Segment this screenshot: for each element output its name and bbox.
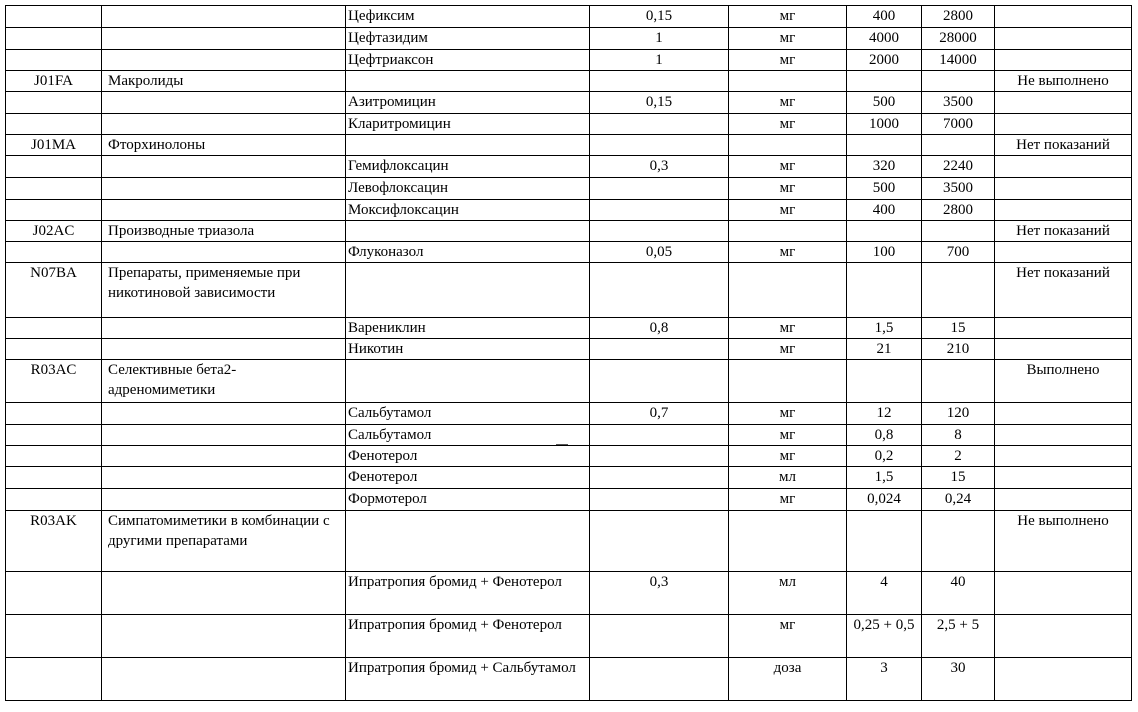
ratio-cell xyxy=(590,446,729,467)
atc-code-cell xyxy=(6,178,102,200)
status-cell xyxy=(995,425,1132,446)
drug-name-cell xyxy=(346,135,590,156)
drug-name-cell xyxy=(346,263,590,318)
drug-group-cell: Симпатомиметики в комбинации с другими препаратами xyxy=(102,511,346,572)
unit-cell: мг xyxy=(729,446,847,467)
ratio-cell xyxy=(590,360,729,403)
total-cell: 700 xyxy=(922,242,995,263)
table-row xyxy=(6,658,1132,701)
drug-group-cell: Макролиды xyxy=(102,71,346,92)
dose-cell xyxy=(847,263,922,318)
unit-cell: мг xyxy=(729,403,847,425)
drug-name-cell: Ипратропия бромид + Сальбутамол xyxy=(346,658,590,701)
total-cell: 40 xyxy=(922,572,995,615)
table-body xyxy=(6,6,1132,701)
unit-cell: мг xyxy=(729,92,847,114)
atc-code-cell xyxy=(6,200,102,221)
drug-group-cell xyxy=(102,425,346,446)
drug-name-cell xyxy=(346,360,590,403)
atc-code-cell xyxy=(6,489,102,511)
total-cell: 30 xyxy=(922,658,995,701)
status-cell xyxy=(995,28,1132,50)
dose-cell: 500 xyxy=(847,92,922,114)
total-cell: 2 xyxy=(922,446,995,467)
total-cell: 7000 xyxy=(922,114,995,135)
total-cell: 2240 xyxy=(922,156,995,178)
unit-cell: мг xyxy=(729,28,847,50)
drug-group-cell: Фторхинолоны xyxy=(102,135,346,156)
ratio-cell: 1 xyxy=(590,50,729,71)
dose-cell: 2000 xyxy=(847,50,922,71)
status-cell xyxy=(995,489,1132,511)
dose-cell: 4 xyxy=(847,572,922,615)
status-cell xyxy=(995,114,1132,135)
drug-group-cell xyxy=(102,467,346,489)
drug-name-cell: Формотерол xyxy=(346,489,590,511)
ratio-cell: 0,15 xyxy=(590,92,729,114)
drug-group-cell xyxy=(102,114,346,135)
unit-cell: мг xyxy=(729,425,847,446)
drug-name-cell: Ипратропия бромид + Фенотерол xyxy=(346,572,590,615)
status-cell xyxy=(995,318,1132,339)
dose-cell: 0,25 + 0,5 xyxy=(847,615,922,658)
total-cell: 8 xyxy=(922,425,995,446)
table-row xyxy=(6,28,1132,50)
total-cell: 0,24 xyxy=(922,489,995,511)
atc-code-cell: J01FA xyxy=(6,71,102,92)
drug-group-cell xyxy=(102,50,346,71)
drug-name-cell: Левофлоксацин xyxy=(346,178,590,200)
ratio-cell: 0,8 xyxy=(590,318,729,339)
stray-dash-mark xyxy=(556,444,568,445)
status-cell xyxy=(995,92,1132,114)
ratio-cell xyxy=(590,489,729,511)
unit-cell: мг xyxy=(729,318,847,339)
total-cell: 15 xyxy=(922,318,995,339)
drug-name-cell: Сальбутамол xyxy=(346,403,590,425)
atc-code-cell xyxy=(6,6,102,28)
status-cell xyxy=(995,615,1132,658)
total-cell: 3500 xyxy=(922,92,995,114)
dose-cell xyxy=(847,71,922,92)
status-cell: Не выполнено xyxy=(995,511,1132,572)
atc-code-cell xyxy=(6,242,102,263)
drug-group-cell xyxy=(102,200,346,221)
status-cell xyxy=(995,6,1132,28)
drug-group-cell xyxy=(102,318,346,339)
total-cell: 210 xyxy=(922,339,995,360)
unit-cell: мг xyxy=(729,339,847,360)
atc-code-cell: R03AC xyxy=(6,360,102,403)
status-cell xyxy=(995,572,1132,615)
drug-group-cell xyxy=(102,446,346,467)
atc-code-cell xyxy=(6,339,102,360)
drug-name-cell: Моксифлоксацин xyxy=(346,200,590,221)
ratio-cell xyxy=(590,71,729,92)
unit-cell: мг xyxy=(729,178,847,200)
table-row xyxy=(6,467,1132,489)
drug-name-cell: Цефиксим xyxy=(346,6,590,28)
atc-code-cell xyxy=(6,114,102,135)
total-cell: 3500 xyxy=(922,178,995,200)
drug-group-cell: Препараты, применяемые при никотиновой зависимости xyxy=(102,263,346,318)
atc-code-cell xyxy=(6,28,102,50)
dose-cell xyxy=(847,221,922,242)
status-cell: Не выполнено xyxy=(995,71,1132,92)
table-row xyxy=(6,425,1132,446)
drug-group-cell xyxy=(102,615,346,658)
dose-cell xyxy=(847,511,922,572)
dose-cell: 0,2 xyxy=(847,446,922,467)
drug-group-cell xyxy=(102,28,346,50)
unit-cell: мг xyxy=(729,615,847,658)
drug-group-cell xyxy=(102,6,346,28)
total-cell xyxy=(922,221,995,242)
ratio-cell: 0,3 xyxy=(590,572,729,615)
table-row xyxy=(6,572,1132,615)
ratio-cell: 1 xyxy=(590,28,729,50)
status-cell xyxy=(995,467,1132,489)
table-row xyxy=(6,135,1132,156)
ratio-cell xyxy=(590,615,729,658)
total-cell: 120 xyxy=(922,403,995,425)
ratio-cell xyxy=(590,511,729,572)
ratio-cell: 0,7 xyxy=(590,403,729,425)
atc-code-cell xyxy=(6,446,102,467)
drug-name-cell xyxy=(346,511,590,572)
ratio-cell xyxy=(590,467,729,489)
drug-name-cell: Фенотерол xyxy=(346,446,590,467)
drug-group-cell xyxy=(102,92,346,114)
status-cell xyxy=(995,658,1132,701)
dose-cell: 1,5 xyxy=(847,467,922,489)
drug-name-cell: Гемифлоксацин xyxy=(346,156,590,178)
drug-name-cell: Флуконазол xyxy=(346,242,590,263)
table-row xyxy=(6,339,1132,360)
unit-cell xyxy=(729,511,847,572)
table-row xyxy=(6,489,1132,511)
dose-cell: 0,8 xyxy=(847,425,922,446)
table-row xyxy=(6,200,1132,221)
ratio-cell: 0,15 xyxy=(590,6,729,28)
unit-cell xyxy=(729,360,847,403)
atc-code-cell xyxy=(6,425,102,446)
atc-code-cell xyxy=(6,92,102,114)
table-row xyxy=(6,242,1132,263)
unit-cell: мг xyxy=(729,50,847,71)
drug-name-cell xyxy=(346,71,590,92)
total-cell: 2800 xyxy=(922,200,995,221)
drug-name-cell: Варениклин xyxy=(346,318,590,339)
drug-table xyxy=(5,5,1132,701)
table-row xyxy=(6,615,1132,658)
dose-cell: 3 xyxy=(847,658,922,701)
table-row xyxy=(6,403,1132,425)
total-cell xyxy=(922,135,995,156)
total-cell: 15 xyxy=(922,467,995,489)
atc-code-cell xyxy=(6,50,102,71)
unit-cell: доза xyxy=(729,658,847,701)
status-cell: Выполнено xyxy=(995,360,1132,403)
drug-group-cell xyxy=(102,489,346,511)
table-row xyxy=(6,71,1132,92)
unit-cell xyxy=(729,221,847,242)
total-cell xyxy=(922,71,995,92)
status-cell xyxy=(995,242,1132,263)
unit-cell xyxy=(729,263,847,318)
dose-cell xyxy=(847,360,922,403)
table-row xyxy=(6,221,1132,242)
unit-cell: мл xyxy=(729,467,847,489)
table-row xyxy=(6,446,1132,467)
atc-code-cell: N07BA xyxy=(6,263,102,318)
dose-cell: 4000 xyxy=(847,28,922,50)
total-cell: 2,5 + 5 xyxy=(922,615,995,658)
drug-name-cell: Никотин xyxy=(346,339,590,360)
status-cell: Нет показаний xyxy=(995,135,1132,156)
total-cell: 28000 xyxy=(922,28,995,50)
drug-group-cell xyxy=(102,658,346,701)
status-cell: Нет показаний xyxy=(995,263,1132,318)
table-row xyxy=(6,178,1132,200)
atc-code-cell: R03AK xyxy=(6,511,102,572)
table-row xyxy=(6,511,1132,572)
table-row xyxy=(6,92,1132,114)
unit-cell: мг xyxy=(729,200,847,221)
dose-cell: 400 xyxy=(847,200,922,221)
status-cell: Нет показаний xyxy=(995,221,1132,242)
drug-group-cell xyxy=(102,156,346,178)
unit-cell: мг xyxy=(729,156,847,178)
table-row xyxy=(6,360,1132,403)
drug-name-cell: Цефтриаксон xyxy=(346,50,590,71)
dose-cell: 100 xyxy=(847,242,922,263)
status-cell xyxy=(995,178,1132,200)
drug-name-cell: Азитромицин xyxy=(346,92,590,114)
table-row xyxy=(6,114,1132,135)
unit-cell: мл xyxy=(729,572,847,615)
status-cell xyxy=(995,156,1132,178)
dose-cell: 500 xyxy=(847,178,922,200)
drug-group-cell: Производные триазола xyxy=(102,221,346,242)
atc-code-cell xyxy=(6,403,102,425)
ratio-cell xyxy=(590,339,729,360)
unit-cell: мг xyxy=(729,6,847,28)
dose-cell: 1,5 xyxy=(847,318,922,339)
total-cell: 2800 xyxy=(922,6,995,28)
ratio-cell xyxy=(590,221,729,242)
drug-name-cell: Фенотерол xyxy=(346,467,590,489)
status-cell xyxy=(995,200,1132,221)
status-cell xyxy=(995,339,1132,360)
ratio-cell xyxy=(590,200,729,221)
atc-code-cell xyxy=(6,318,102,339)
atc-code-cell xyxy=(6,658,102,701)
total-cell: 14000 xyxy=(922,50,995,71)
unit-cell: мг xyxy=(729,242,847,263)
ratio-cell xyxy=(590,178,729,200)
drug-group-cell xyxy=(102,572,346,615)
dose-cell: 21 xyxy=(847,339,922,360)
ratio-cell xyxy=(590,658,729,701)
table-row xyxy=(6,318,1132,339)
unit-cell: мг xyxy=(729,489,847,511)
table-row xyxy=(6,6,1132,28)
ratio-cell: 0,3 xyxy=(590,156,729,178)
atc-code-cell: J01MA xyxy=(6,135,102,156)
unit-cell xyxy=(729,71,847,92)
atc-code-cell xyxy=(6,156,102,178)
drug-name-cell: Цефтазидим xyxy=(346,28,590,50)
atc-code-cell xyxy=(6,572,102,615)
table-row xyxy=(6,263,1132,318)
drug-group-cell xyxy=(102,242,346,263)
total-cell xyxy=(922,263,995,318)
drug-name-cell: Сальбутамол xyxy=(346,425,590,446)
atc-code-cell xyxy=(6,467,102,489)
dose-cell: 1000 xyxy=(847,114,922,135)
drug-name-cell: Ипратропия бромид + Фенотерол xyxy=(346,615,590,658)
status-cell xyxy=(995,446,1132,467)
ratio-cell: 0,05 xyxy=(590,242,729,263)
dose-cell: 12 xyxy=(847,403,922,425)
dose-cell xyxy=(847,135,922,156)
table-row xyxy=(6,156,1132,178)
ratio-cell xyxy=(590,263,729,318)
status-cell xyxy=(995,50,1132,71)
drug-group-cell xyxy=(102,178,346,200)
ratio-cell xyxy=(590,114,729,135)
drug-name-cell xyxy=(346,221,590,242)
dose-cell: 0,024 xyxy=(847,489,922,511)
drug-name-cell: Кларитромицин xyxy=(346,114,590,135)
atc-code-cell xyxy=(6,615,102,658)
atc-code-cell: J02AC xyxy=(6,221,102,242)
status-cell xyxy=(995,403,1132,425)
dose-cell: 400 xyxy=(847,6,922,28)
unit-cell: мг xyxy=(729,114,847,135)
ratio-cell xyxy=(590,135,729,156)
total-cell xyxy=(922,511,995,572)
unit-cell xyxy=(729,135,847,156)
table-row xyxy=(6,50,1132,71)
drug-group-cell: Селективные бета2-адреномиметики xyxy=(102,360,346,403)
total-cell xyxy=(922,360,995,403)
drug-group-cell xyxy=(102,339,346,360)
ratio-cell xyxy=(590,425,729,446)
drug-group-cell xyxy=(102,403,346,425)
dose-cell: 320 xyxy=(847,156,922,178)
